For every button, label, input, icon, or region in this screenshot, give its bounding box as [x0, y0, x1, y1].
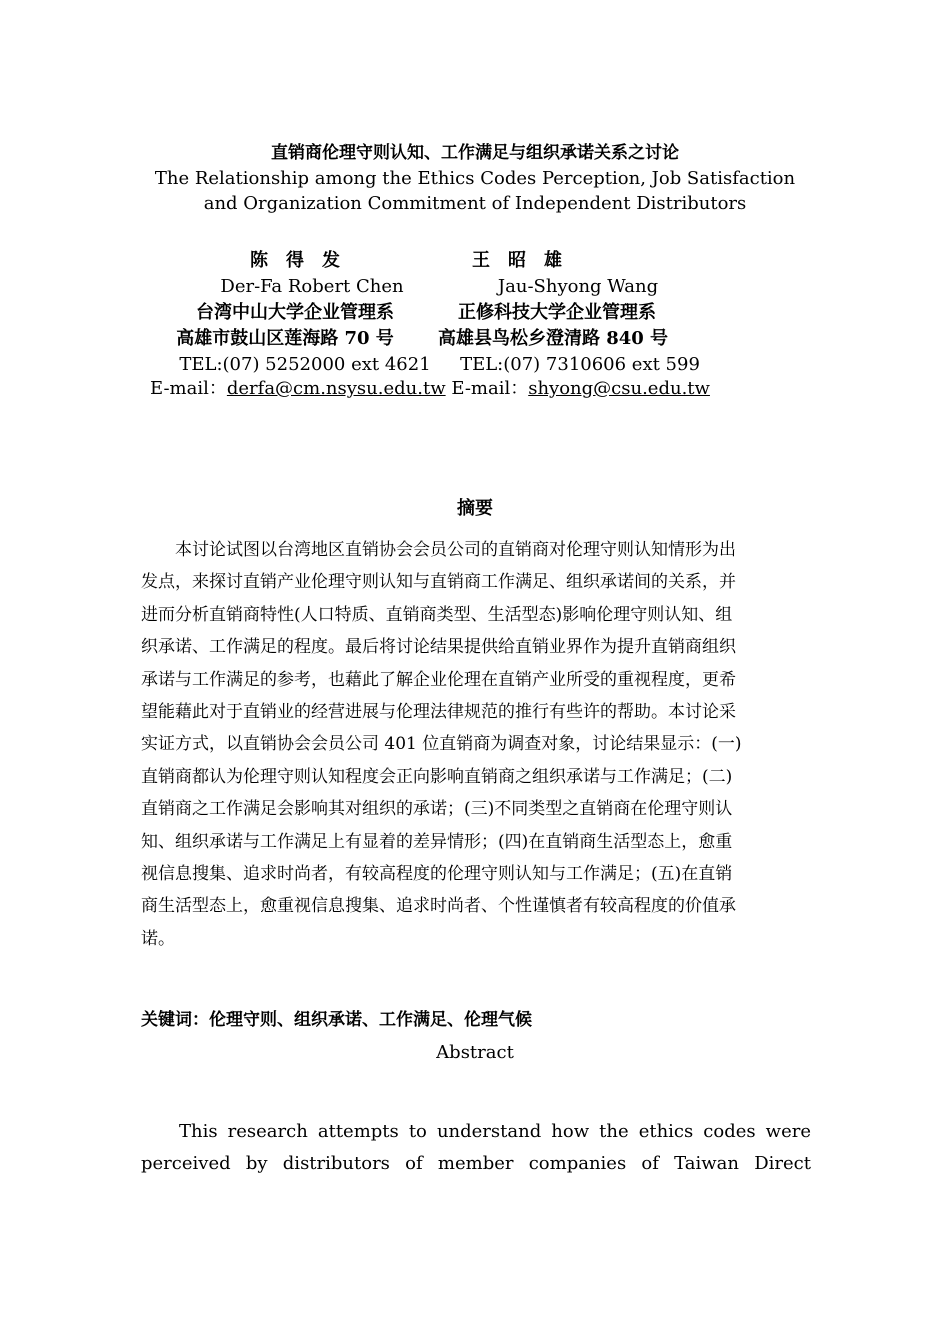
- abstract-en-line: perceived by distributors of member companies of Taiwan Direct: [141, 1153, 811, 1174]
- abstract-zh-line: 直销商都认为伦理守则认知程度会正向影响直销商之组织承诺与工作满足；(二): [141, 766, 733, 787]
- abstract-zh-line: 实证方式，以直销协会会员公司 401 位直销商为调查对象，讨论结果显示：(一): [141, 734, 742, 755]
- abstract-en-line: This research attempts to understand how the ethics codes were: [179, 1121, 811, 1142]
- abstract-zh-line: 知、组织承诺与工作满足上有显着的差异情形；(四)在直销商生活型态上，愈重: [141, 831, 733, 852]
- abstract-zh-line: 诺。: [141, 928, 175, 949]
- abstract-zh-line: 发点，来探讨直销产业伦理守则认知与直销商工作满足、组织承诺间的关系，并: [141, 572, 736, 593]
- author-emails: [150, 376, 710, 402]
- author1-tel: TEL:(07) 5252000 ext 4621: [179, 354, 431, 375]
- author2-email-link[interactable]: shyong@csu.edu.tw: [528, 378, 710, 399]
- author1-address: 高雄市鼓山区莲海路 70 号: [176, 328, 394, 349]
- abstract-en-heading: Abstract: [436, 1042, 514, 1063]
- abstract-zh-line: 本讨论试图以台湾地区直销协会会员公司的直销商对伦理守则认知情形为出: [141, 540, 736, 560]
- author1-name-en: Der-Fa Robert Chen: [220, 276, 404, 297]
- abstract-zh-line: 直销商之工作满足会影响其对组织的承诺；(三)不同类型之直销商在伦理守则认: [141, 799, 733, 820]
- author1-name-zh: 陈 得 发: [250, 250, 340, 271]
- abstract-en-body: [141, 1116, 811, 1180]
- abstract-zh-body: [141, 534, 811, 955]
- abstract-zh-heading: 摘要: [457, 498, 493, 519]
- author-block: [140, 248, 830, 378]
- abstract-zh-line: 承诺与工作满足的参考，也藉此了解企业伦理在直销产业所受的重视程度，更希: [141, 669, 736, 690]
- author1-email-label: E-mail：: [150, 378, 227, 399]
- author2-department: 正修科技大学企业管理系: [458, 302, 656, 323]
- abstract-zh-line: 商生活型态上，愈重视信息搜集、追求时尚者、个性谨慎者有较高程度的价值承: [141, 896, 736, 917]
- paper-title-english-line1: The Relationship among the Ethics Codes Perception, Job Satisfaction: [154, 168, 796, 189]
- abstract-zh-line: 视信息搜集、追求时尚者，有较高程度的伦理守则认知与工作满足；(五)在直销: [141, 863, 733, 884]
- author2-name-zh: 王 昭 雄: [472, 250, 562, 271]
- keywords: 关键词：伦理守则、组织承诺、工作满足、伦理气候: [141, 1010, 532, 1030]
- paper-title-english-line2: and Organization Commitment of Independent Distributors: [203, 193, 747, 214]
- author2-email-label: E-mail：: [451, 378, 529, 399]
- paper-title-chinese: 直销商伦理守则认知、工作满足与组织承诺关系之讨论: [271, 143, 679, 163]
- abstract-zh-line: 织承诺、工作满足的程度。最后将讨论结果提供给直销业界作为提升直销商组织: [141, 637, 736, 658]
- author2-tel: TEL:(07) 7310606 ext 599: [460, 354, 700, 375]
- author2-address: 高雄县鸟松乡澄清路 840 号: [437, 328, 669, 349]
- paper-title-english: [0, 166, 950, 216]
- abstract-zh-line: 望能藉此对于直销业的经营进展与伦理法律规范的推行有些许的帮助。本讨论采: [141, 701, 736, 722]
- author1-department: 台湾中山大学企业管理系: [196, 302, 394, 323]
- author1-email-link[interactable]: derfa@cm.nsysu.edu.tw: [226, 378, 446, 399]
- author2-name-en: Jau-Shyong Wang: [497, 276, 659, 297]
- abstract-zh-line: 进而分析直销商特性(人口特质、直销商类型、生活型态)影响伦理守则认知、组: [141, 604, 733, 625]
